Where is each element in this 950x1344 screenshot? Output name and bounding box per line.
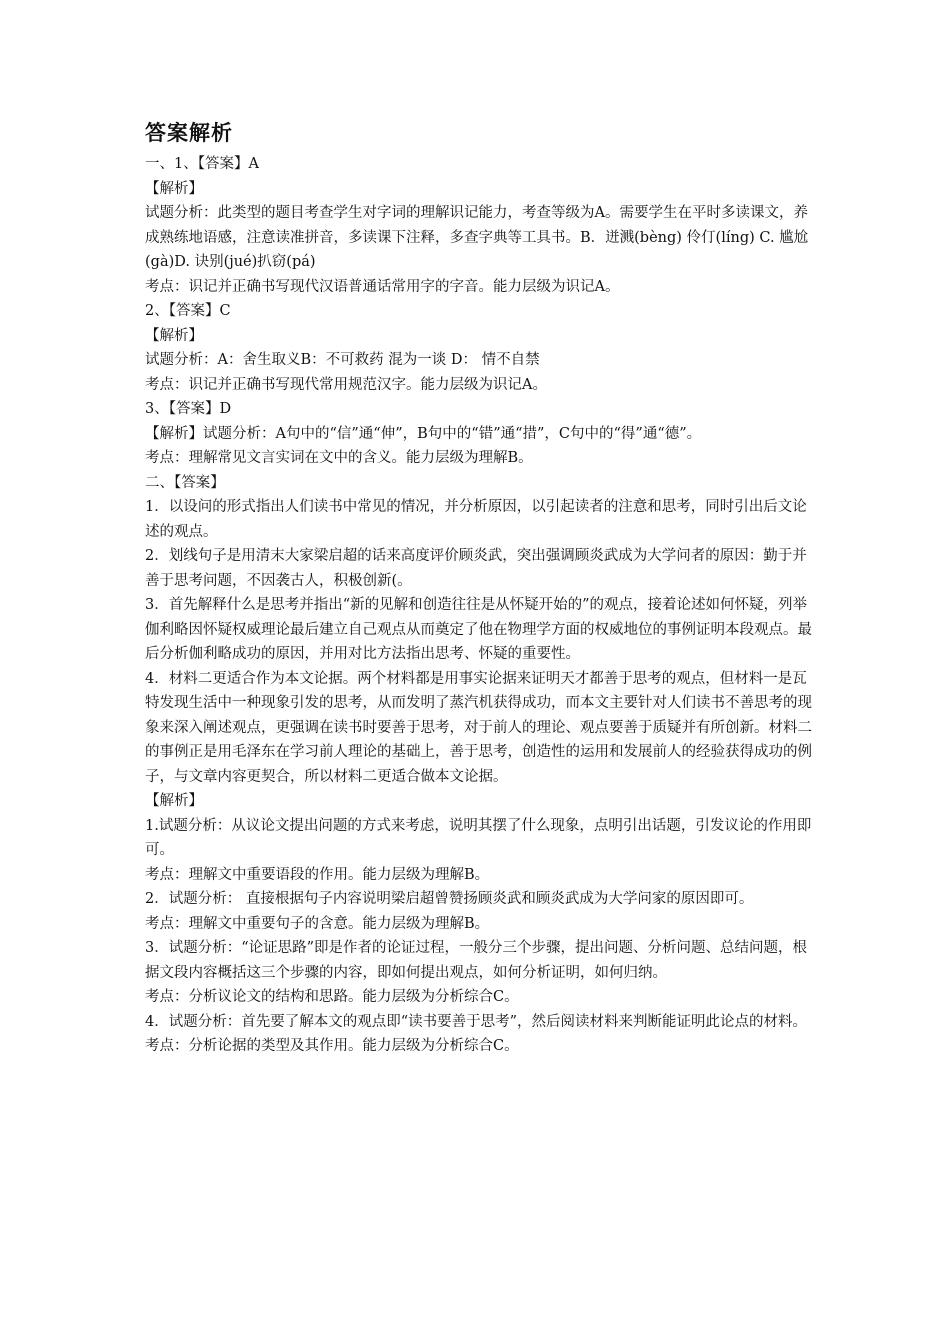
- text-line: 3、【答案】D: [145, 401, 232, 417]
- text-line: 二、【答案】: [145, 474, 225, 491]
- text-line: 1．以设问的形式指出人们读书中常见的情况，并分析原因，以引起读者的注意和思考，同时引出后文论述的观点。: [145, 499, 807, 540]
- text-line: 考点：理解文中重要语段的作用。能力层级为理解B。: [145, 866, 490, 883]
- text-line: 【解析】试题分析：A句中的“信”通“伸”，B句中的“错”通“措”，C句中的“得”通“德”。: [145, 425, 702, 442]
- page-title: 答案解析: [145, 121, 233, 145]
- text-line: 一、1、【答案】A: [145, 156, 259, 172]
- text-line: 2．划线句子是用清末大家梁启超的话来高度评价顾炎武，突出强调顾炎武成为大学问者的原因：勤于并善于思考问题，不因袭古人，积极创新(。: [145, 548, 807, 589]
- text-line: 4．试题分析：首先要了解本文的观点即“读书要善于思考”，然后阅读材料来判断能证明此论点的材料。: [145, 1013, 808, 1030]
- text-line: 考点：分析论据的类型及其作用。能力层级为分析综合C。: [145, 1038, 519, 1054]
- text-line: 2、【答案】C: [145, 303, 231, 319]
- text-line: 【解析】: [145, 180, 203, 197]
- text-line: 考点：分析议论文的结构和思路。能力层级为分析综合C。: [145, 989, 519, 1005]
- text-line: 【解析】: [145, 793, 203, 809]
- text-line: 考点：识记并正确书写现代常用规范汉字。能力层级为识记A。: [145, 376, 547, 393]
- text-line: 1.试题分析：从议论文提出问题的方式来考虑，说明其摆了什么现象，点明引出话题，引发议论的作用即可。: [145, 817, 812, 858]
- answer-document: [145, 118, 815, 1059]
- text-line: 2．试题分析： 直接根据句子内容说明梁启超曾赞扬顾炎武和顾炎武成为大学问家的原因即可。: [145, 891, 754, 907]
- text-line: 试题分析：此类型的题目考查学生对字词的理解识记能力，考查等级为A。需要学生在平时多读课文，养成熟练地语感，注意读准拼音，多读课下注释，多查字典等工具书。B．迸溅(bèng) 伶仃(líng) C. 尴尬(gà)D. 诀别(jué)扒窃(pá): [145, 205, 809, 270]
- text-line: 考点：理解常见文言实词在文中的含义。能力层级为理解B。: [145, 450, 533, 466]
- text-line: 试题分析：A：舍生取义B：不可救药 混为一谈 D： 情不自禁: [145, 352, 540, 368]
- text-line: 4．材料二更适合作为本文论据。两个材料都是用事实论据来证明天才都善于思考的观点，但材料一是瓦特发现生活中一种现象引发的思考，从而发明了蒸汽机获得成功，而本文主要针对人们读书不善思考的现象来深入阐述观点，更强调在读书时要善于思考，对于前人的理论、观点要善于质疑并有所创新。材料二的事例正是用毛泽东在学习前人理论的基础上，善于思考，创造性的运用和发展前人的经验获得成功的例子，与文章内容更契合，所以材料二更适合做本文论据。: [145, 670, 812, 785]
- text-line: 考点：理解文中重要句子的含意。能力层级为理解B。: [145, 915, 490, 932]
- text-line: 考点：识记并正确书写现代汉语普通话常用字的字音。能力层级为识记A。: [145, 278, 620, 295]
- text-line: 【解析】: [145, 327, 203, 344]
- text-line: 3．试题分析：“论证思路”即是作者的论证过程，一般分三个步骤，提出问题、分析问题、总结问题，根据文段内容概括这三个步骤的内容，即如何提出观点，如何分析证明，如何归纳。: [145, 940, 808, 981]
- text-line: 3．首先解释什么是思考并指出“新的见解和创造往往是从怀疑开始的”的观点，接着论述如何怀疑，列举伽利略因怀疑权威理论最后建立自己观点从而奠定了他在物理学方面的权威地位的事例证明本段观点。最后分析伽利略成功的原因，并用对比方法指出思考、怀疑的重要性。: [145, 597, 812, 662]
